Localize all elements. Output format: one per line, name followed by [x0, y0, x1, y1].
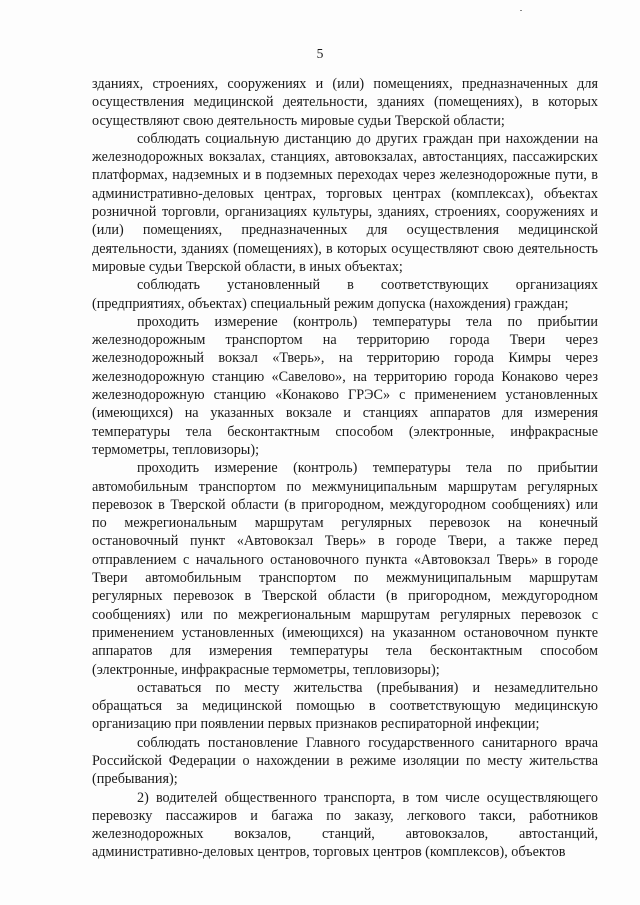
paragraph-social-distance: соблюдать социальную дистанцию до других граждан при нахождении на железнодорожных вокзалах, станциях, автовокзалах, автостанциях, пассажирских платформах, надземных и в подземных переходах через железнодорожные пути, в административно-деловых центрах, торговых центрах (комплексах), объектах розничной торговли, организациях культуры, зданиях, строениях, сооружениях и (или) помещениях, предназначенных для осуществления медицинской деятельности, зданиях (помещениях), в которых осуществляют свою деятельность мировые судьи Тверской области, в иных объектах; — [92, 130, 598, 275]
paragraph-stay-home: оставаться по месту жительства (пребывания) и незамедлительно обращаться за медицинской помощью в соответствующую медицинскую организацию при появлении первых признаков респираторной инфекции; — [92, 679, 598, 733]
paragraph-isolation-order: соблюдать постановление Главного государственного санитарного врача Российской Федерации о нахождении в режиме изоляции по месту жительства (пребывания); — [92, 734, 598, 788]
document-body — [92, 75, 598, 862]
scan-speck — [520, 10, 522, 11]
paragraph-bus-temperature-check: проходить измерение (контроль) температуры тела по прибытии автомобильным транспортом по межмуниципальным маршрутам регулярных перевозок в Тверской области (в пригородном, междугородном сообщениях) или по межрегиональным маршрутам регулярных перевозок на конечный остановочный пункт «Автовокзал Тверь» в городе Твери, а также перед отправлением с начального остановочного пункта «Автовокзал Тверь» в городе Твери автомобильным транспортом по межмуниципальным маршрутам регулярных перевозок в Тверской области (в пригородном, междугородном сообщениях) или по межрегиональным маршрутам регулярных перевозок с применением установленных (имеющихся) на указанном остановочном пункте аппаратов для измерения температуры тела бесконтактным способом (электронные, инфракрасные термометры, тепловизоры); — [92, 460, 598, 678]
paragraph-access-regime: соблюдать установленный в соответствующих организациях (предприятиях, объектах) специальный режим допуска (нахождения) граждан; — [92, 277, 598, 312]
paragraph-rail-temperature-check: проходить измерение (контроль) температуры тела по прибытии железнодорожным транспортом на территорию города Твери через железнодорожный вокзал «Тверь», на территорию города Кимры через железнодорожную станцию «Савелово», на территорию города Конаково через железнодорожную станцию «Конаково ГРЭС» с применением установленных (имеющихся) на указанных вокзале и станциях аппаратов для измерения температуры тела бесконтактным способом (электронные, инфракрасные термометры, тепловизоры); — [92, 313, 598, 458]
paragraph-transport-workers: 2) водителей общественного транспорта, в том числе осуществляющего перевозку пассажиров и багажа по заказу, легкового такси, работников железнодорожных вокзалов, станций, автовокзалов, автостанций, административно-деловых центров, торговых центров (комплексов), объектов — [92, 789, 598, 861]
page-number: 5 — [316, 46, 324, 61]
paragraph-continuation: зданиях, строениях, сооружениях и (или) помещениях, предназначенных для осуществления медицинской деятельности, зданиях (помещениях), в которых осуществляют свою деятельность мировые судьи Тверской области; — [92, 76, 598, 129]
